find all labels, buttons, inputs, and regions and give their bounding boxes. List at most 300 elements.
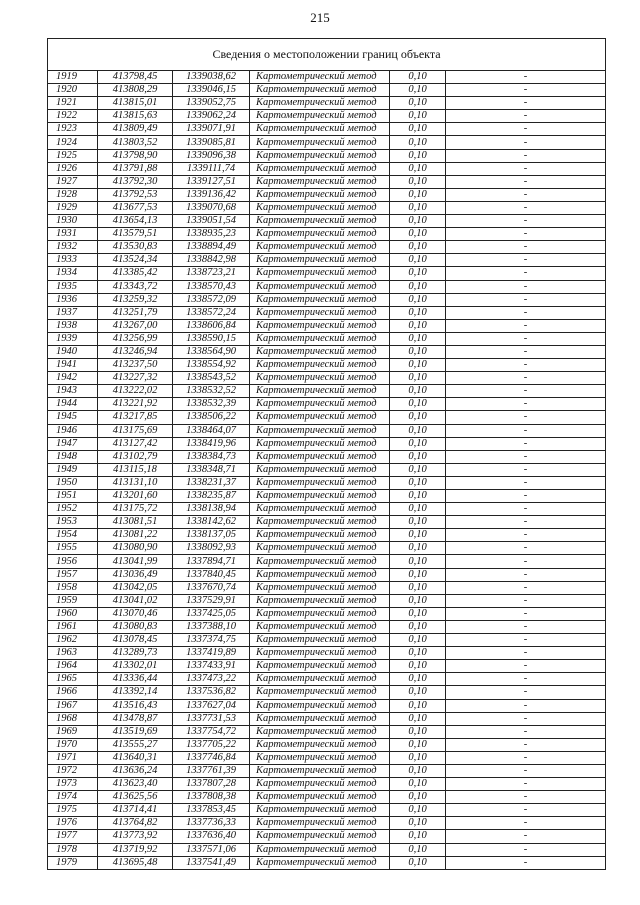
x-coordinate-cell: 413516,43 xyxy=(98,699,173,712)
y-coordinate-cell: 1339096,38 xyxy=(173,149,250,162)
x-coordinate-cell: 413081,22 xyxy=(98,529,173,542)
y-coordinate-cell: 1337808,38 xyxy=(173,791,250,804)
note-cell: - xyxy=(446,162,606,175)
accuracy-cell: 0,10 xyxy=(390,175,446,188)
table-row xyxy=(48,136,606,149)
x-coordinate-cell: 413791,88 xyxy=(98,162,173,175)
y-coordinate-cell: 1339085,81 xyxy=(173,136,250,149)
accuracy-cell: 0,10 xyxy=(390,529,446,542)
note-cell: - xyxy=(446,372,606,385)
x-coordinate-cell: 413251,79 xyxy=(98,306,173,319)
accuracy-cell: 0,10 xyxy=(390,594,446,607)
note-cell: - xyxy=(446,398,606,411)
note-cell: - xyxy=(446,476,606,489)
x-coordinate-cell: 413078,45 xyxy=(98,634,173,647)
table-row xyxy=(48,463,606,476)
x-coordinate-cell: 413070,46 xyxy=(98,607,173,620)
y-coordinate-cell: 1337670,74 xyxy=(173,581,250,594)
y-coordinate-cell: 1338348,71 xyxy=(173,463,250,476)
y-coordinate-cell: 1338842,98 xyxy=(173,254,250,267)
x-coordinate-cell: 413081,51 xyxy=(98,516,173,529)
table-row xyxy=(48,267,606,280)
x-coordinate-cell: 413041,99 xyxy=(98,555,173,568)
y-coordinate-cell: 1337736,33 xyxy=(173,817,250,830)
method-cell: Картометрический метод xyxy=(250,293,390,306)
table-row xyxy=(48,359,606,372)
x-coordinate-cell: 413530,83 xyxy=(98,241,173,254)
table-row xyxy=(48,660,606,673)
accuracy-cell: 0,10 xyxy=(390,764,446,777)
accuracy-cell: 0,10 xyxy=(390,293,446,306)
y-coordinate-cell: 1338894,49 xyxy=(173,241,250,254)
y-coordinate-cell: 1337433,91 xyxy=(173,660,250,673)
y-coordinate-cell: 1337705,22 xyxy=(173,738,250,751)
point-number-cell: 1964 xyxy=(48,660,98,673)
x-coordinate-cell: 413798,45 xyxy=(98,71,173,84)
method-cell: Картометрический метод xyxy=(250,686,390,699)
table-row xyxy=(48,84,606,97)
method-cell: Картометрический метод xyxy=(250,555,390,568)
method-cell: Картометрический метод xyxy=(250,712,390,725)
y-coordinate-cell: 1337374,75 xyxy=(173,634,250,647)
accuracy-cell: 0,10 xyxy=(390,306,446,319)
accuracy-cell: 0,10 xyxy=(390,555,446,568)
point-number-cell: 1939 xyxy=(48,332,98,345)
y-coordinate-cell: 1337636,40 xyxy=(173,830,250,843)
point-number-cell: 1932 xyxy=(48,241,98,254)
note-cell: - xyxy=(446,607,606,620)
x-coordinate-cell: 413478,87 xyxy=(98,712,173,725)
point-number-cell: 1953 xyxy=(48,516,98,529)
method-cell: Картометрический метод xyxy=(250,830,390,843)
accuracy-cell: 0,10 xyxy=(390,110,446,123)
note-cell: - xyxy=(446,673,606,686)
y-coordinate-cell: 1338532,39 xyxy=(173,398,250,411)
y-coordinate-cell: 1339052,75 xyxy=(173,97,250,110)
y-coordinate-cell: 1337541,49 xyxy=(173,856,250,869)
method-cell: Картометрический метод xyxy=(250,764,390,777)
table-row xyxy=(48,424,606,437)
x-coordinate-cell: 413217,85 xyxy=(98,411,173,424)
method-cell: Картометрический метод xyxy=(250,123,390,136)
y-coordinate-cell: 1338138,94 xyxy=(173,503,250,516)
table-row xyxy=(48,503,606,516)
method-cell: Картометрический метод xyxy=(250,542,390,555)
table-row xyxy=(48,686,606,699)
x-coordinate-cell: 413080,90 xyxy=(98,542,173,555)
point-number-cell: 1974 xyxy=(48,791,98,804)
point-number-cell: 1958 xyxy=(48,581,98,594)
boundary-table-container xyxy=(47,38,605,870)
note-cell: - xyxy=(446,359,606,372)
table-row xyxy=(48,162,606,175)
y-coordinate-cell: 1338606,84 xyxy=(173,319,250,332)
y-coordinate-cell: 1339062,24 xyxy=(173,110,250,123)
table-row xyxy=(48,634,606,647)
accuracy-cell: 0,10 xyxy=(390,123,446,136)
y-coordinate-cell: 1338554,92 xyxy=(173,359,250,372)
note-cell: - xyxy=(446,830,606,843)
table-row xyxy=(48,398,606,411)
point-number-cell: 1954 xyxy=(48,529,98,542)
x-coordinate-cell: 413256,99 xyxy=(98,332,173,345)
table-row xyxy=(48,699,606,712)
accuracy-cell: 0,10 xyxy=(390,97,446,110)
x-coordinate-cell: 413385,42 xyxy=(98,267,173,280)
x-coordinate-cell: 413808,29 xyxy=(98,84,173,97)
method-cell: Картометрический метод xyxy=(250,437,390,450)
table-row xyxy=(48,411,606,424)
y-coordinate-cell: 1337473,22 xyxy=(173,673,250,686)
y-coordinate-cell: 1337840,45 xyxy=(173,568,250,581)
note-cell: - xyxy=(446,804,606,817)
method-cell: Картометрический метод xyxy=(250,607,390,620)
accuracy-cell: 0,10 xyxy=(390,463,446,476)
method-cell: Картометрический метод xyxy=(250,490,390,503)
point-number-cell: 1966 xyxy=(48,686,98,699)
y-coordinate-cell: 1339070,68 xyxy=(173,201,250,214)
note-cell: - xyxy=(446,149,606,162)
y-coordinate-cell: 1338092,93 xyxy=(173,542,250,555)
x-coordinate-cell: 413798,90 xyxy=(98,149,173,162)
accuracy-cell: 0,10 xyxy=(390,84,446,97)
point-number-cell: 1968 xyxy=(48,712,98,725)
table-row xyxy=(48,581,606,594)
method-cell: Картометрический метод xyxy=(250,319,390,332)
method-cell: Картометрический метод xyxy=(250,254,390,267)
note-cell: - xyxy=(446,437,606,450)
note-cell: - xyxy=(446,529,606,542)
note-cell: - xyxy=(446,97,606,110)
accuracy-cell: 0,10 xyxy=(390,647,446,660)
table-row xyxy=(48,673,606,686)
x-coordinate-cell: 413201,60 xyxy=(98,490,173,503)
note-cell: - xyxy=(446,450,606,463)
table-row xyxy=(48,712,606,725)
accuracy-cell: 0,10 xyxy=(390,791,446,804)
point-number-cell: 1934 xyxy=(48,267,98,280)
note-cell: - xyxy=(446,267,606,280)
point-number-cell: 1926 xyxy=(48,162,98,175)
note-cell: - xyxy=(446,345,606,358)
method-cell: Картометрический метод xyxy=(250,856,390,869)
point-number-cell: 1962 xyxy=(48,634,98,647)
note-cell: - xyxy=(446,254,606,267)
accuracy-cell: 0,10 xyxy=(390,398,446,411)
y-coordinate-cell: 1337754,72 xyxy=(173,725,250,738)
table-row xyxy=(48,319,606,332)
x-coordinate-cell: 413764,82 xyxy=(98,817,173,830)
point-number-cell: 1927 xyxy=(48,175,98,188)
method-cell: Картометрический метод xyxy=(250,791,390,804)
method-cell: Картометрический метод xyxy=(250,241,390,254)
x-coordinate-cell: 413636,24 xyxy=(98,764,173,777)
table-row xyxy=(48,372,606,385)
note-cell: - xyxy=(446,581,606,594)
point-number-cell: 1967 xyxy=(48,699,98,712)
y-coordinate-cell: 1337536,82 xyxy=(173,686,250,699)
table-row xyxy=(48,175,606,188)
point-number-cell: 1949 xyxy=(48,463,98,476)
x-coordinate-cell: 413654,13 xyxy=(98,215,173,228)
x-coordinate-cell: 413719,92 xyxy=(98,843,173,856)
method-cell: Картометрический метод xyxy=(250,725,390,738)
note-cell: - xyxy=(446,175,606,188)
x-coordinate-cell: 413175,69 xyxy=(98,424,173,437)
x-coordinate-cell: 413792,53 xyxy=(98,188,173,201)
point-number-cell: 1942 xyxy=(48,372,98,385)
table-row xyxy=(48,345,606,358)
y-coordinate-cell: 1339051,54 xyxy=(173,215,250,228)
method-cell: Картометрический метод xyxy=(250,332,390,345)
y-coordinate-cell: 1338570,43 xyxy=(173,280,250,293)
point-number-cell: 1960 xyxy=(48,607,98,620)
method-cell: Картометрический метод xyxy=(250,149,390,162)
method-cell: Картометрический метод xyxy=(250,634,390,647)
table-row xyxy=(48,594,606,607)
method-cell: Картометрический метод xyxy=(250,188,390,201)
method-cell: Картометрический метод xyxy=(250,306,390,319)
y-coordinate-cell: 1337807,28 xyxy=(173,778,250,791)
table-row xyxy=(48,293,606,306)
point-number-cell: 1979 xyxy=(48,856,98,869)
boundary-coordinates-table xyxy=(47,38,606,870)
point-number-cell: 1920 xyxy=(48,84,98,97)
point-number-cell: 1948 xyxy=(48,450,98,463)
table-row xyxy=(48,71,606,84)
table-row xyxy=(48,215,606,228)
x-coordinate-cell: 413302,01 xyxy=(98,660,173,673)
point-number-cell: 1972 xyxy=(48,764,98,777)
point-number-cell: 1963 xyxy=(48,647,98,660)
note-cell: - xyxy=(446,647,606,660)
table-row xyxy=(48,725,606,738)
point-number-cell: 1938 xyxy=(48,319,98,332)
accuracy-cell: 0,10 xyxy=(390,673,446,686)
accuracy-cell: 0,10 xyxy=(390,71,446,84)
method-cell: Картометрический метод xyxy=(250,372,390,385)
y-coordinate-cell: 1338532,52 xyxy=(173,385,250,398)
x-coordinate-cell: 413803,52 xyxy=(98,136,173,149)
accuracy-cell: 0,10 xyxy=(390,738,446,751)
note-cell: - xyxy=(446,319,606,332)
point-number-cell: 1924 xyxy=(48,136,98,149)
y-coordinate-cell: 1338723,21 xyxy=(173,267,250,280)
note-cell: - xyxy=(446,84,606,97)
point-number-cell: 1933 xyxy=(48,254,98,267)
point-number-cell: 1976 xyxy=(48,817,98,830)
table-row xyxy=(48,490,606,503)
note-cell: - xyxy=(446,293,606,306)
accuracy-cell: 0,10 xyxy=(390,411,446,424)
point-number-cell: 1925 xyxy=(48,149,98,162)
note-cell: - xyxy=(446,660,606,673)
x-coordinate-cell: 413625,56 xyxy=(98,791,173,804)
note-cell: - xyxy=(446,110,606,123)
accuracy-cell: 0,10 xyxy=(390,267,446,280)
accuracy-cell: 0,10 xyxy=(390,804,446,817)
x-coordinate-cell: 413036,49 xyxy=(98,568,173,581)
note-cell: - xyxy=(446,463,606,476)
x-coordinate-cell: 413175,72 xyxy=(98,503,173,516)
table-row xyxy=(48,241,606,254)
accuracy-cell: 0,10 xyxy=(390,516,446,529)
accuracy-cell: 0,10 xyxy=(390,188,446,201)
method-cell: Картометрический метод xyxy=(250,201,390,214)
note-cell: - xyxy=(446,136,606,149)
table-row xyxy=(48,620,606,633)
x-coordinate-cell: 413336,44 xyxy=(98,673,173,686)
x-coordinate-cell: 413102,79 xyxy=(98,450,173,463)
table-row xyxy=(48,778,606,791)
accuracy-cell: 0,10 xyxy=(390,503,446,516)
point-number-cell: 1941 xyxy=(48,359,98,372)
note-cell: - xyxy=(446,791,606,804)
table-row xyxy=(48,201,606,214)
x-coordinate-cell: 413815,01 xyxy=(98,97,173,110)
x-coordinate-cell: 413640,31 xyxy=(98,751,173,764)
point-number-cell: 1937 xyxy=(48,306,98,319)
method-cell: Картометрический метод xyxy=(250,411,390,424)
method-cell: Картометрический метод xyxy=(250,463,390,476)
accuracy-cell: 0,10 xyxy=(390,607,446,620)
accuracy-cell: 0,10 xyxy=(390,830,446,843)
x-coordinate-cell: 413809,49 xyxy=(98,123,173,136)
note-cell: - xyxy=(446,280,606,293)
method-cell: Картометрический метод xyxy=(250,175,390,188)
table-row xyxy=(48,542,606,555)
x-coordinate-cell: 413080,83 xyxy=(98,620,173,633)
point-number-cell: 1978 xyxy=(48,843,98,856)
point-number-cell: 1969 xyxy=(48,725,98,738)
accuracy-cell: 0,10 xyxy=(390,778,446,791)
method-cell: Картометрический метод xyxy=(250,568,390,581)
accuracy-cell: 0,10 xyxy=(390,620,446,633)
method-cell: Картометрический метод xyxy=(250,424,390,437)
table-row xyxy=(48,123,606,136)
y-coordinate-cell: 1338137,05 xyxy=(173,529,250,542)
accuracy-cell: 0,10 xyxy=(390,228,446,241)
accuracy-cell: 0,10 xyxy=(390,476,446,489)
point-number-cell: 1936 xyxy=(48,293,98,306)
y-coordinate-cell: 1338419,96 xyxy=(173,437,250,450)
method-cell: Картометрический метод xyxy=(250,843,390,856)
x-coordinate-cell: 413815,63 xyxy=(98,110,173,123)
table-row xyxy=(48,738,606,751)
point-number-cell: 1930 xyxy=(48,215,98,228)
point-number-cell: 1957 xyxy=(48,568,98,581)
note-cell: - xyxy=(446,411,606,424)
table-row xyxy=(48,385,606,398)
y-coordinate-cell: 1337894,71 xyxy=(173,555,250,568)
point-number-cell: 1970 xyxy=(48,738,98,751)
method-cell: Картометрический метод xyxy=(250,699,390,712)
method-cell: Картометрический метод xyxy=(250,778,390,791)
note-cell: - xyxy=(446,738,606,751)
point-number-cell: 1951 xyxy=(48,490,98,503)
method-cell: Картометрический метод xyxy=(250,162,390,175)
y-coordinate-cell: 1339038,62 xyxy=(173,71,250,84)
y-coordinate-cell: 1337627,04 xyxy=(173,699,250,712)
note-cell: - xyxy=(446,241,606,254)
point-number-cell: 1971 xyxy=(48,751,98,764)
point-number-cell: 1928 xyxy=(48,188,98,201)
method-cell: Картометрический метод xyxy=(250,516,390,529)
accuracy-cell: 0,10 xyxy=(390,568,446,581)
y-coordinate-cell: 1337731,53 xyxy=(173,712,250,725)
note-cell: - xyxy=(446,188,606,201)
table-row xyxy=(48,476,606,489)
accuracy-cell: 0,10 xyxy=(390,699,446,712)
method-cell: Картометрический метод xyxy=(250,84,390,97)
note-cell: - xyxy=(446,490,606,503)
method-cell: Картометрический метод xyxy=(250,228,390,241)
point-number-cell: 1946 xyxy=(48,424,98,437)
note-cell: - xyxy=(446,634,606,647)
point-number-cell: 1977 xyxy=(48,830,98,843)
x-coordinate-cell: 413259,32 xyxy=(98,293,173,306)
note-cell: - xyxy=(446,856,606,869)
y-coordinate-cell: 1339136,42 xyxy=(173,188,250,201)
y-coordinate-cell: 1337571,06 xyxy=(173,843,250,856)
method-cell: Картометрический метод xyxy=(250,660,390,673)
accuracy-cell: 0,10 xyxy=(390,372,446,385)
note-cell: - xyxy=(446,332,606,345)
point-number-cell: 1945 xyxy=(48,411,98,424)
note-cell: - xyxy=(446,699,606,712)
method-cell: Картометрический метод xyxy=(250,280,390,293)
accuracy-cell: 0,10 xyxy=(390,437,446,450)
note-cell: - xyxy=(446,555,606,568)
table-row xyxy=(48,830,606,843)
table-row xyxy=(48,647,606,660)
method-cell: Картометрический метод xyxy=(250,804,390,817)
note-cell: - xyxy=(446,424,606,437)
x-coordinate-cell: 413579,51 xyxy=(98,228,173,241)
x-coordinate-cell: 413343,72 xyxy=(98,280,173,293)
accuracy-cell: 0,10 xyxy=(390,319,446,332)
note-cell: - xyxy=(446,123,606,136)
x-coordinate-cell: 413289,73 xyxy=(98,647,173,660)
point-number-cell: 1947 xyxy=(48,437,98,450)
method-cell: Картометрический метод xyxy=(250,503,390,516)
accuracy-cell: 0,10 xyxy=(390,843,446,856)
accuracy-cell: 0,10 xyxy=(390,634,446,647)
y-coordinate-cell: 1337425,05 xyxy=(173,607,250,620)
method-cell: Картометрический метод xyxy=(250,136,390,149)
point-number-cell: 1944 xyxy=(48,398,98,411)
table-row xyxy=(48,843,606,856)
x-coordinate-cell: 413623,40 xyxy=(98,778,173,791)
x-coordinate-cell: 413227,32 xyxy=(98,372,173,385)
accuracy-cell: 0,10 xyxy=(390,332,446,345)
method-cell: Картометрический метод xyxy=(250,71,390,84)
point-number-cell: 1959 xyxy=(48,594,98,607)
note-cell: - xyxy=(446,215,606,228)
y-coordinate-cell: 1337529,91 xyxy=(173,594,250,607)
accuracy-cell: 0,10 xyxy=(390,751,446,764)
point-number-cell: 1922 xyxy=(48,110,98,123)
y-coordinate-cell: 1338464,07 xyxy=(173,424,250,437)
table-row xyxy=(48,791,606,804)
note-cell: - xyxy=(446,725,606,738)
y-coordinate-cell: 1338590,15 xyxy=(173,332,250,345)
table-row xyxy=(48,110,606,123)
x-coordinate-cell: 413115,18 xyxy=(98,463,173,476)
method-cell: Картометрический метод xyxy=(250,594,390,607)
accuracy-cell: 0,10 xyxy=(390,490,446,503)
x-coordinate-cell: 413222,02 xyxy=(98,385,173,398)
